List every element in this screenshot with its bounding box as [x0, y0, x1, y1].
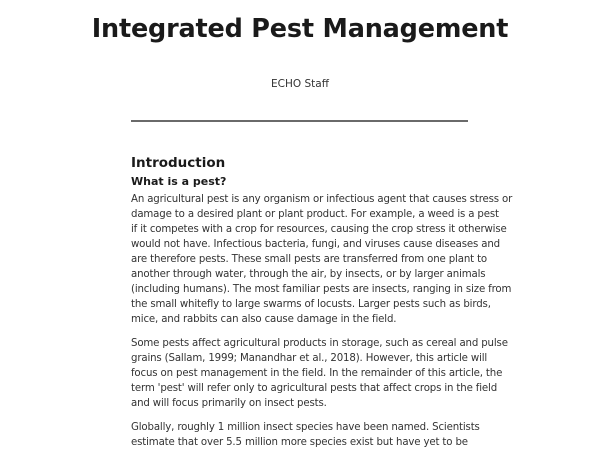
paragraph-line: An agricultural pest is any organism or infectious agent that causes stress or: [131, 194, 513, 205]
paragraph-line: would not have. Infectious bacteria, fungi, and viruses cause diseases and: [131, 239, 500, 250]
horizontal-rule-divider: [131, 120, 468, 122]
paragraph-line: (including humans). The most familiar pests are insects, ranging in size from: [131, 284, 512, 295]
document-author: ECHO Staff: [271, 78, 329, 90]
document-body: [131, 155, 513, 459]
paragraph-line: are therefore pests. These small pests are transferred from one plant to: [131, 254, 487, 265]
paragraph-line: Globally, roughly 1 million insect species have been named. Scientists: [131, 422, 480, 433]
paragraph-line: grains (Sallam, 1999; Manandhar et al., 2018). However, this article will: [131, 353, 488, 364]
paragraph-2: [131, 336, 508, 411]
paragraph-1: [131, 192, 513, 327]
paragraph-3: [131, 420, 480, 450]
subsection-heading-what-is-a-pest: What is a pest?: [131, 175, 227, 188]
document-title: Integrated Pest Management: [91, 14, 509, 44]
paragraph-line: term 'pest' will refer only to agricultural pests that affect crops in the field: [131, 383, 498, 394]
section-heading-introduction: Introduction: [131, 155, 226, 171]
paragraph-line: Some pests affect agricultural products in storage, such as cereal and pulse: [131, 338, 508, 349]
paragraph-line: and will focus primarily on insect pests.: [131, 398, 327, 409]
paragraph-line: if it competes with a crop for resources, causing the crop stress it otherwise: [131, 224, 507, 235]
paragraph-line: mice, and rabbits can also cause damage in the field.: [131, 314, 397, 325]
paragraph-line: the small whitefly to large swarms of locusts. Larger pests such as birds,: [131, 299, 491, 310]
paragraph-line: damage to a desired plant or plant product. For example, a weed is a pest: [131, 209, 499, 220]
paragraph-line: focus on pest management in the field. In the remainder of this article, the: [131, 368, 503, 379]
paragraph-line: estimate that over 5.5 million more species exist but have yet to be: [131, 437, 468, 448]
paragraph-line: another through water, through the air, by insects, or by larger animals: [131, 269, 486, 280]
